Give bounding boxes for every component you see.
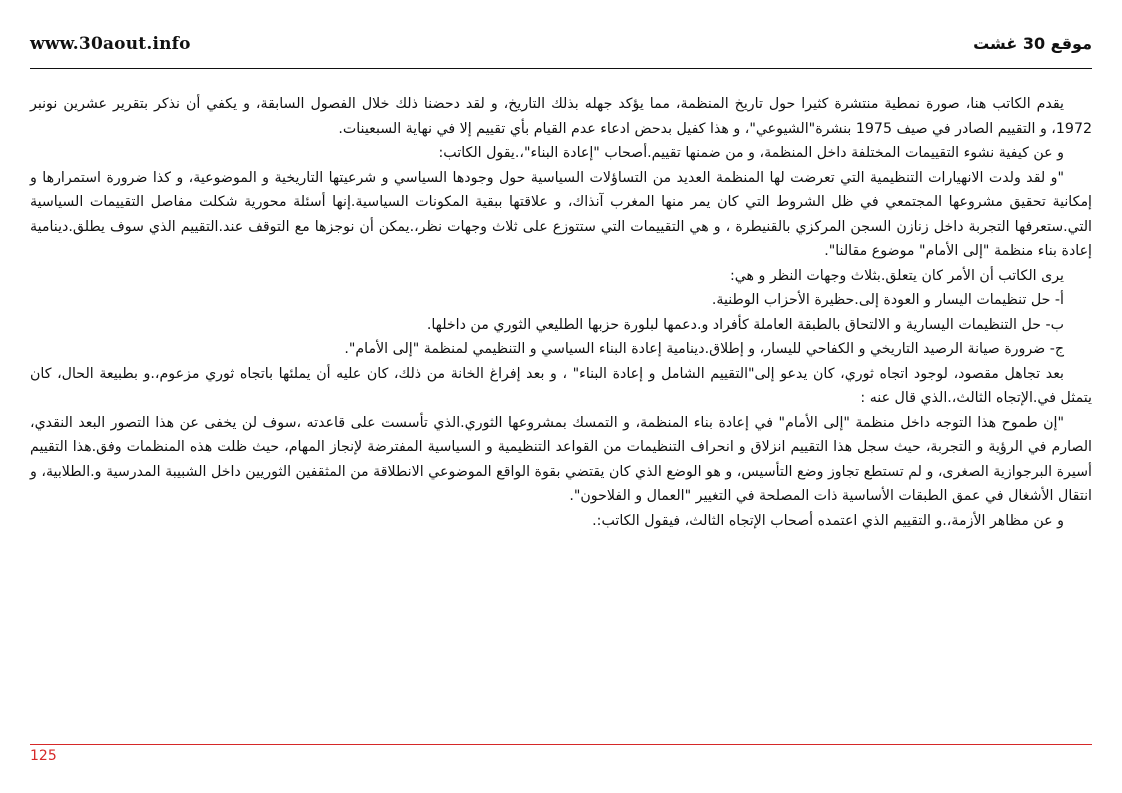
paragraph: بعد تجاهل مقصود، لوجود اتجاه ثوري، كان يدعو إلى"التقييم الشامل و إعادة البناء" ، و بعد إفراغ الخانة من ذلك، كان عليه أن يملئها باتجاه ثوري مزعوم،.و بطبيعة الحال، كان يتمثل في.الإتجاه الثالث،.الذي قال عنه : — [30, 365, 1092, 406]
header-divider — [30, 68, 1092, 69]
site-title: موقع 30 غشت — [973, 34, 1092, 53]
list-item: أ- حل تنظيمات اليسار و العودة إلى.حظيرة الأحزاب الوطنية. — [711, 292, 1064, 308]
site-url: www.30aout.info — [30, 34, 191, 54]
quote-paragraph: "و لقد ولدت الانهيارات التنظيمية التي تعرضت لها المنظمة العديد من التساؤلات السياسية حول وجودها السياسي و شرعيتها التاريخية و الموضوعية، و كذا ضرورة استمرارها و إمكانية تحقيق مشروعها المجتمعي في ظل الشروط التي كان يمر منها المغرب آنذاك، و علاقتها ببقية المكونات السياسية.إنها أسئلة محورية شكلت مفاصل التقييمات السياسية التي.ستعرفها التجربة داخل زنازن السجن المركزي بالقنيطرة ، و هي التقييمات التي ستتوزع على ثلاث وجهات نظر،.يمكن أن نوجزها مع التوقف عند.التقييم الذي سوف يطلق.دينامية إعادة بناء منظمة "إلى الأمام" موضوع مقالنا". — [30, 169, 1092, 259]
footer-divider — [30, 744, 1092, 745]
paragraph: يرى الكاتب أن الأمر كان يتعلق.بثلاث وجهات النظر و هي: — [729, 267, 1064, 284]
list-item: ج- ضرورة صيانة الرصيد التاريخي و الكفاحي لليسار، و إطلاق.دينامية إعادة البناء السياسي و التنظيمي لمنظمة "إلى الأمام". — [344, 341, 1064, 357]
quote-paragraph: "إن طموح هذا التوجه داخل منظمة "إلى الأمام" في إعادة بناء المنظمة، و التمسك بمشروعها الثوري.الذي تأسست على قاعدته ،سوف لن يخفى عن هذا التصور البعد النقدي، الصارم في الرؤية و التجربة، حيث سجل هذا التقييم انزلاق و انحراف التنظيمات من القواعد التنظيمية و السياسية المفترضة لإنجاز المهام، حيث ظلت هذه المنظمات وفق.هذا التقييم أسيرة البرجوازية الصغرى، و لم تستطع تجاوز وضع التأسيس، و هو الوضع الذي كان يقتضي بقوة الواقع الموضوعي الانطلاقة من المثقفين الثوريين داخل الشبيبة المدرسية و.الطلابية، و انتقال الأشغال في عمق الطبقات الأساسية ذات المصلحة في التغيير "العمال و الفلاحون". — [30, 414, 1092, 504]
paragraph: و عن كيفية نشوء التقييمات المختلفة داخل المنظمة، و من ضمنها تقييم.أصحاب "إعادة البناء"،.يقول الكاتب: — [438, 145, 1064, 161]
paragraph: يقدم الكاتب هنا، صورة نمطية منتشرة كثيرا حول تاريخ المنظمة، مما يؤكد جهله بذلك التاريخ، و لقد دحضنا ذلك خلال الفصول السابقة، و يكفي أن نذكر بتقرير عشرين نونبر 1972، و التقييم الصادر في صيف 1975 بنشرة"الشيوعي"، و هذا كفيل بدحض ادعاء عدم القيام بأي تقييم إلا في نهاية السبعينات. — [30, 96, 1092, 137]
page-number: 125 — [30, 748, 57, 764]
paragraph: و عن مظاهر الأزمة،.و التقييم الذي اعتمده أصحاب الإتجاه الثالث، فيقول الكاتب:. — [592, 512, 1064, 529]
list-item: ب- حل التنظيمات اليسارية و الالتحاق بالطبقة العاملة كأفراد و.دعمها لبلورة حزبها الطليعي الثوري من داخلها. — [426, 316, 1064, 333]
page-header — [30, 34, 1092, 60]
article-body — [30, 92, 1092, 533]
